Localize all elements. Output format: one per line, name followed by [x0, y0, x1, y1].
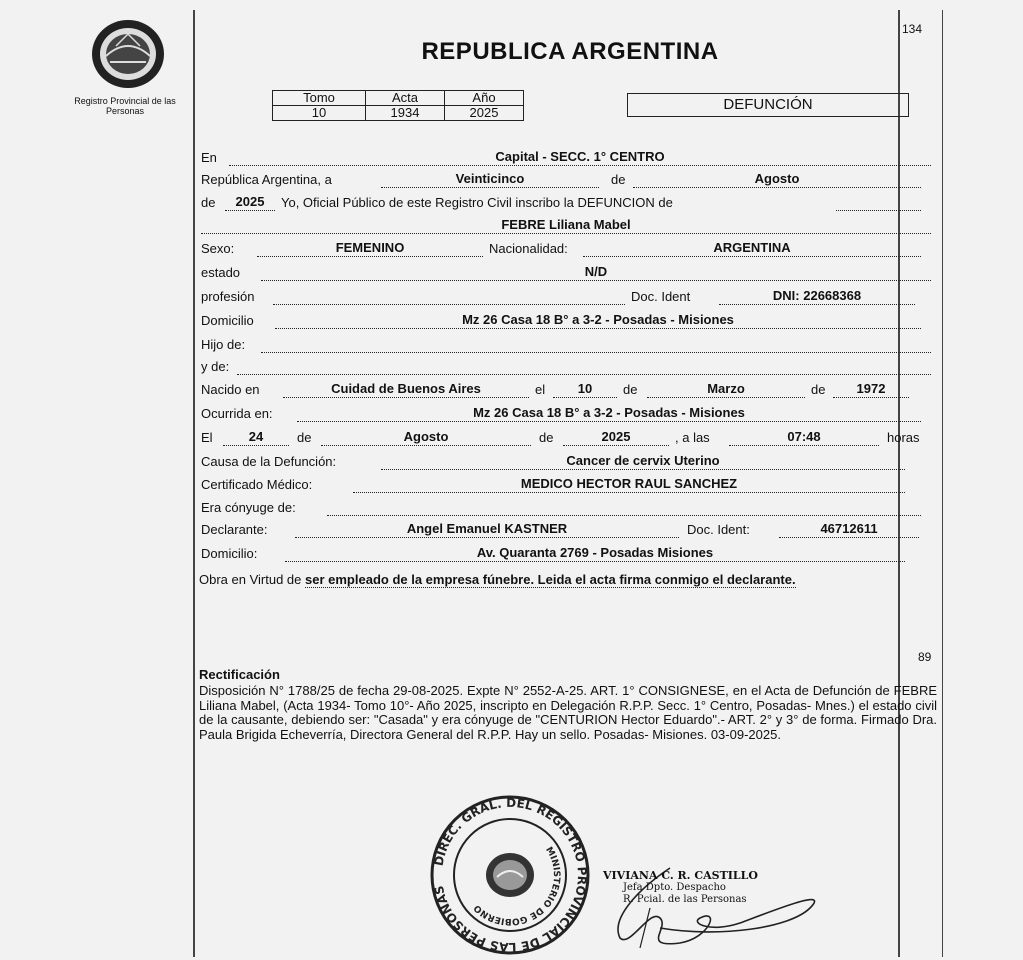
row-profesion: [201, 287, 931, 307]
row-certificado: [201, 475, 931, 495]
row-domicilio: [201, 311, 931, 331]
row-conyuge: [201, 498, 931, 518]
registry-name: Registro Provincial de las Personas: [74, 96, 176, 116]
oficial-blank: [836, 194, 921, 211]
sexo-label: Sexo:: [201, 241, 235, 256]
seal-ring-text: DIREC. GRAL. DEL REGISTRO PROVINCIAL DE LAS PERSONAS: [431, 795, 590, 955]
row-en: [201, 148, 931, 168]
domicilio: Mz 26 Casa 18 B° a 3-2 - Posadas - Misiones: [275, 312, 921, 329]
hora: 07:48: [729, 429, 879, 446]
domicilio2-label: Domicilio:: [201, 546, 258, 561]
def-mes: Agosto: [321, 429, 531, 446]
nombre: FEBRE Liliana Mabel: [201, 217, 931, 234]
row-causa: [201, 452, 931, 472]
el2-label: El: [201, 430, 213, 445]
document-title: REPUBLICA ARGENTINA: [421, 38, 719, 65]
de3-label: de: [297, 430, 312, 445]
row-domicilio2: [201, 544, 931, 564]
tomo-header: Tomo: [273, 91, 366, 106]
de4-label: de: [539, 430, 554, 445]
doc2: 46712611: [779, 521, 919, 538]
nac-mes: Marzo: [647, 381, 805, 398]
def-anio: 2025: [563, 429, 669, 446]
en-value: Capital - SECC. 1° CENTRO: [229, 149, 931, 166]
page-number: 134: [902, 22, 923, 36]
de2-label: de: [201, 195, 216, 210]
obra-label: Obra en Virtud de: [199, 572, 302, 587]
signer-office: R. Pcial. de las Personas: [623, 894, 747, 905]
en-label: En: [201, 150, 217, 165]
nac-label: Nacionalidad:: [489, 241, 568, 256]
profesion-label: profesión: [201, 289, 255, 304]
hijo: [261, 336, 931, 353]
signer-name: VIVIANA C. R. CASTILLO: [603, 869, 758, 882]
rectificacion-text: Disposición N° 1788/25 de fecha 29-08-2025. Expte N° 2552-A-25. ART. 1° CONSIGNESE, en el Acta de Defunción de FEBRE Liliana Mabel, (Acta 1934- Tomo 10°- Año 2025, inscripto en Delegación R.P.P. Secc. 1° Centro, Posadas- Mnes.) el estado civil de la causante, debiendo ser: "Casada" y era cónyuge de "CENTURION Hector Eduardo".- ART. 2° y 3° de forma. Firmado Dra. Paula Brigida Echeverría, Directora General del R.P.P. Hay un sello. Posadas- Misiones. 03-09-2025.: [199, 683, 937, 742]
alas-label: , a las: [675, 430, 710, 445]
row-ocurrida: [201, 404, 931, 424]
rectificacion-number: 89: [918, 650, 932, 664]
de-lbl: de: [623, 382, 638, 397]
declarante-label: Declarante:: [201, 522, 268, 537]
domicilio2: Av. Quaranta 2769 - Posadas Misiones: [285, 545, 905, 562]
de-label: de: [611, 172, 626, 187]
oficial-text: Yo, Oficial Público de este Registro Civil inscribo la DEFUNCION de: [281, 195, 673, 210]
registry-table: [272, 90, 524, 121]
province-coat-of-arms: [88, 16, 168, 92]
seal-inner-text: MINISTERIO DE GOBIERNO: [472, 845, 562, 927]
doc: DNI: 22668368: [719, 288, 915, 305]
horas-label: horas: [887, 430, 920, 445]
nac-dia: 10: [553, 381, 617, 398]
signer-role: Jefa Dpto. Despacho: [623, 882, 726, 893]
obra-text: ser empleado de la empresa fúnebre. Leida el acta firma conmigo el declarante.: [305, 572, 796, 587]
row-sexo: [201, 239, 931, 259]
de-lbl2: de: [811, 382, 826, 397]
declarante: Angel Emanuel KASTNER: [295, 521, 679, 538]
anio-value: 2025: [445, 106, 524, 121]
row-fecha-defuncion: [201, 428, 931, 448]
conyuge-label: Era cónyuge de:: [201, 500, 296, 515]
row-oficial: [201, 193, 931, 213]
yde-label: y de:: [201, 359, 230, 374]
nacido-lugar: Cuidad de Buenos Aires: [283, 381, 529, 398]
conyuge: [327, 499, 921, 516]
el-label: el: [535, 382, 546, 397]
row-nombre: [201, 216, 931, 236]
tomo-value: 10: [273, 106, 366, 121]
row-estado: [201, 263, 931, 283]
row-yde: [201, 357, 931, 377]
row-declarante: [201, 520, 931, 540]
outer-right-line: [942, 10, 943, 957]
row-hijo: [201, 335, 931, 355]
left-margin-line: [193, 10, 195, 957]
doc-label: Doc. Ident: [631, 289, 691, 304]
row-nacido: [201, 380, 931, 400]
acta-value: 1934: [366, 106, 445, 121]
cert-label: Certificado Médico:: [201, 477, 313, 492]
obra-en-virtud: [199, 572, 937, 588]
estado: N/D: [261, 264, 931, 281]
acta-header: Acta: [366, 91, 445, 106]
def-dia: 24: [223, 429, 289, 446]
sexo: FEMENINO: [257, 240, 483, 257]
anio-header: Año: [445, 91, 524, 106]
dia-texto: Veinticinco: [381, 171, 599, 188]
domicilio-label: Domicilio: [201, 313, 254, 328]
certificado: MEDICO HECTOR RAUL SANCHEZ: [353, 476, 905, 493]
mes: Agosto: [633, 171, 921, 188]
nac-anio: 1972: [833, 381, 909, 398]
yde: [237, 358, 931, 375]
doc2-label: Doc. Ident:: [687, 522, 750, 537]
ocurrida-label: Ocurrida en:: [201, 406, 273, 421]
profesion: [273, 288, 625, 305]
ocurrida: Mz 26 Casa 18 B° a 3-2 - Posadas - Misiones: [297, 405, 921, 422]
nacido-label: Nacido en: [201, 382, 260, 397]
hijo-label: Hijo de:: [201, 337, 246, 352]
causa: Cancer de cervix Uterino: [381, 453, 905, 470]
official-seal: [425, 795, 595, 955]
nacionalidad: ARGENTINA: [583, 240, 921, 257]
causa-label: Causa de la Defunción:: [201, 454, 337, 469]
estado-label: estado: [201, 265, 241, 280]
signature-block: [603, 870, 758, 906]
rectificacion-title: Rectificación: [199, 667, 280, 682]
row-fecha: [201, 170, 931, 190]
anio: 2025: [225, 194, 275, 211]
document-type-box: DEFUNCIÓN: [627, 93, 909, 117]
rep-label: República Argentina, a: [201, 172, 332, 187]
